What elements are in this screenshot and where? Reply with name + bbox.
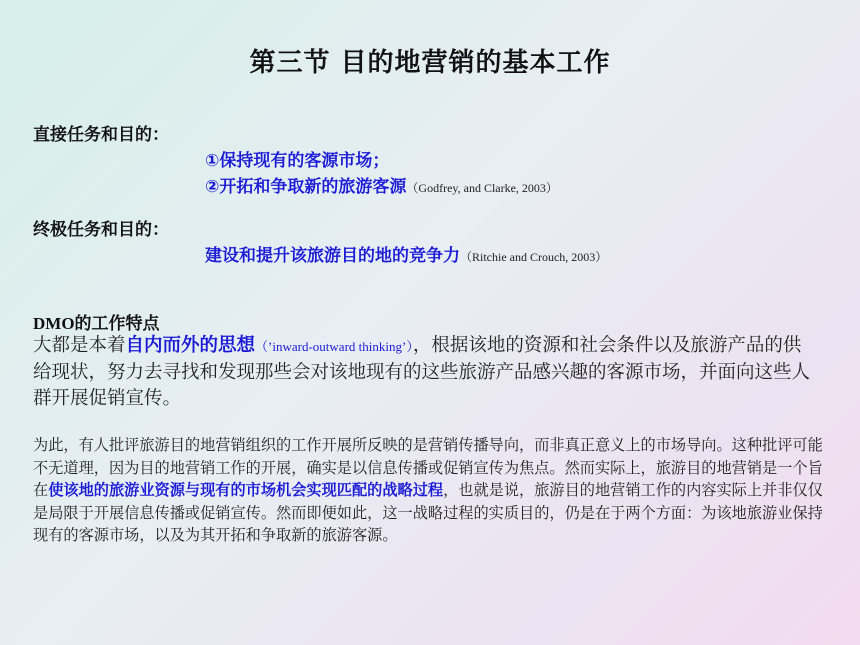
critique-emphasis: 使该地的旅游业资源与现有的市场机会实现匹配的战略过程 xyxy=(48,481,444,499)
dmo-text-a: 大都是本着 xyxy=(33,335,126,356)
ultimate-goal-item xyxy=(205,241,607,266)
dmo-text-b: ，根据该地的资源和社会条件以及旅游产品的供给现状，努力去寻找和发现那些会对该地现有的这些旅游产品感兴趣的客源市场，并面向这些人群开展促销宣传。 xyxy=(33,335,811,409)
dmo-en-open: （’ xyxy=(255,339,273,354)
direct-goal-item-2 xyxy=(205,172,558,197)
dmo-paragraph xyxy=(33,333,813,412)
ultimate-goal-label: 终极任务和目的： xyxy=(33,220,169,240)
direct-goal-label: 直接任务和目的： xyxy=(33,125,169,145)
direct-goal-item-1: ①保持现有的客源市场； xyxy=(205,151,390,171)
ultimate-goal-item-text: 建设和提升该旅游目的地的竞争力 xyxy=(205,246,460,266)
direct-goal-citation: （Godfrey, and Clarke, 2003） xyxy=(406,181,558,195)
dmo-heading-cn: 的工作特点 xyxy=(74,314,160,334)
direct-goal-item-2-text: ②开拓和争取新的旅游客源 xyxy=(205,177,407,197)
dmo-en-close: ’） xyxy=(402,339,413,354)
critique-text-b: ，也就是说，旅游目的地营销工作的内容实际上并非仅仅是局限于开展信息传播或促销宣传。然而即便如此，这一战略过程的实质目的，仍是在于两个方面：为该地旅游业保持现有的客源市场，以及为其开拓和争取新的旅游客源。 xyxy=(33,481,823,544)
dmo-heading xyxy=(33,309,160,334)
dmo-en-term: inward-outward thinking xyxy=(272,339,402,354)
slide-title: 第三节 目的地营销的基本工作 xyxy=(249,48,611,78)
dmo-heading-latin: DMO xyxy=(33,314,75,333)
ultimate-goal-citation: （Ritchie and Crouch, 2003） xyxy=(460,250,608,264)
critique-paragraph xyxy=(33,434,823,547)
dmo-emphasis: 自内而外的思想 xyxy=(125,335,256,356)
critique-text-a: 为此，有人批评旅游目的地营销组织的工作开展所反映的是营销传播导向，而非真正意义上的市场导向。这种批评可能不无道理，因为目的地营销工作的开展，确实是以信息传播或促销宣传为焦点。然而实际上，旅游目的地营销是一个旨在 xyxy=(33,436,823,499)
